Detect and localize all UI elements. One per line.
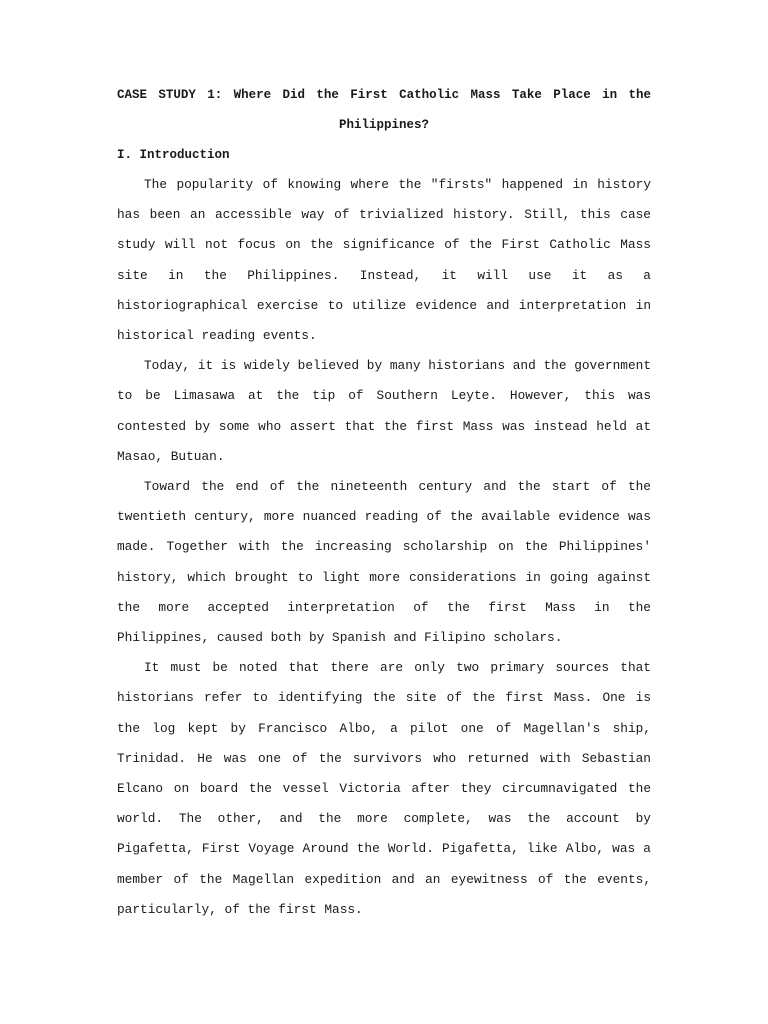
document-title-line-2: Philippines? — [338, 118, 429, 132]
paragraph-3: Toward the end of the nineteenth century and the start of the twentieth century, more nuanced reading of the available evidence was made. Together with the increasing scholarship on the Philippines' history, which brought to light more considerations in going against the more accepted interpretation of the first Mass in the Philippines, caused both by Spanish and Filipino scholars. — [117, 479, 651, 646]
section-heading-introduction: I. Introduction — [117, 148, 230, 162]
document-body — [117, 170, 651, 925]
document-title-line-1: CASE STUDY 1: Where Did the First Catholic Mass Take Place in the — [117, 88, 651, 102]
paragraph-2: Today, it is widely believed by many historians and the government to be Limasawa at the tip of Southern Leyte. However, this was contested by some who assert that the first Mass was instead held at Masao, Butuan. — [117, 358, 651, 464]
paragraph-4: It must be noted that there are only two primary sources that historians refer to identifying the site of the first Mass. One is the log kept by Francisco Albo, a pilot one of Magellan's ship, Trinidad. He was one of the survivors who returned with Sebastian Elcano on board the vessel Victoria after they circumnavigated the world. The other, and the more complete, was the account by Pigafetta, First Voyage Around the World. Pigafetta, like Albo, was a member of the Magellan expedition and an eyewitness of the events, particularly, of the first Mass. — [117, 660, 651, 917]
paragraph-1: The popularity of knowing where the "firsts" happened in history has been an accessible way of trivialized history. Still, this case study will not focus on the significance of the First Catholic Mass site in the Philippines. Instead, it will use it as a historiographical exercise to utilize evidence and interpretation in historical reading events. — [117, 177, 651, 344]
